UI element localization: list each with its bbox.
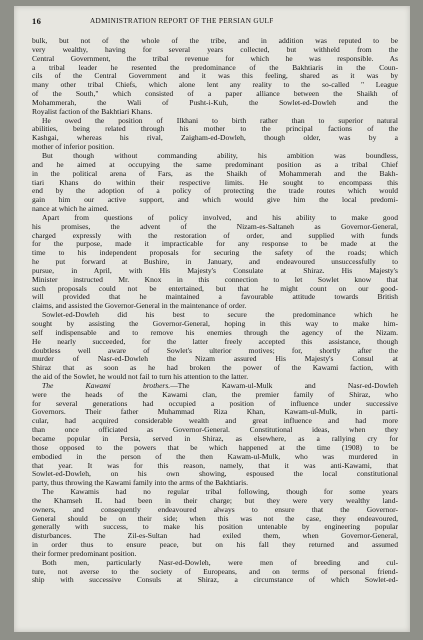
text-line: doubtless well aware of Sowlet's ulterior motives; for, shortly after the <box>32 346 398 355</box>
text-line: abilities, being related through his mother to the principal factions of the <box>32 125 398 134</box>
text-line: nance at which he aimed. <box>32 205 109 214</box>
text-line: end by the adoption of a policy of protecting the trade routes which would <box>32 187 398 196</box>
text-line: the Khamseh IL had been in their charge; but they were very wealthy land- <box>32 496 398 505</box>
text-line: a tribal leader he resented the predominance of the Bakhtiaris in the Coun- <box>32 63 398 72</box>
text-line: their former predominant position. <box>32 549 137 558</box>
text-line: mother of inferior position. <box>32 143 115 152</box>
text-line: embodied in the person of the then Kawam-ul-Mulk, who was murdered in <box>32 452 398 461</box>
text-line: gain him our active support, and which would give him the local predomi- <box>32 196 398 205</box>
text-line: sought by assisting the Governor-General, hoping in this way to make him- <box>32 320 398 328</box>
text-line: time to his independent proposals for securing the safety of the roads; which <box>32 249 398 258</box>
text-line: He nearly succeeded, for the latter freely accepted this assistance, though <box>32 337 398 346</box>
text-line: many other tribal Chiefs, which alone lent any reality to the so-called " League <box>32 81 398 90</box>
text-line: The Kawami brothers.—The Kawam-ul-Mulk and Nasr-ed-Dowleh <box>42 381 398 390</box>
text-line: pursue, in April, with His Majesty's Consulate at Shiraz. His Majesty's <box>32 266 398 275</box>
text-line: bulk, but not of the whole of the tribe, and in addition was reputed to be <box>32 37 398 45</box>
text-line: claims, and assisted the Governor-General in the maintenance of order. <box>32 302 247 311</box>
text-line: Royalist faction of the Bakhtiari Khans. <box>32 107 153 116</box>
text-line: The Kawamis had no regular tribal following, though for some years <box>42 488 398 497</box>
text-line: he put forward at Bushire, in January, and endeavoured unsuccessfully to <box>32 258 398 267</box>
text-line: Kashgai, whereas his rival, Zaigham-ed-Dowleh, though older, was by a <box>32 134 398 143</box>
text-line: those opposed to the powers that be which happened at the time (1908) to be <box>32 443 398 452</box>
text-line: in the political arena of Fars, as the Shaikh of Mohammerah and the Bakh- <box>32 169 398 178</box>
text-line: than once officiated as Governor-General. Constitutional ideas, when they <box>32 426 398 435</box>
text-line: tiari Khans do within their respective limits. He sought to encompass this <box>32 178 398 187</box>
text-line: self indispensable and to remove his enemies through the agency of the Nizam. <box>32 328 398 337</box>
text-line: Sowlet-ed-Dowleh did his best to secure the predominance which he <box>42 311 398 320</box>
text-line: Mohammerah, the Wali of Pusht-i-Kuh, the Sowlet-ed-Dowleh and the <box>32 98 398 107</box>
text-line: murder of Nasr-ed-Dowleh the Nizam assured His Majesty's Consul at <box>32 355 398 364</box>
text-line: Governors. Their father Muhammad Riza Khan, Kawam-ul-Mulk, in parti- <box>32 408 398 417</box>
text-line: Apart from questions of policy involved, and his ability to make good <box>42 213 398 222</box>
text-line: for several generations had occupied a position of influence under successive <box>32 399 398 408</box>
text-line: in order thus to ensure peace, but on his fall they returned and assumed <box>32 541 398 550</box>
text-line: and he aimed at occupying the same predominant position as a tribal Chief <box>32 160 398 169</box>
text-line: the aid of the Sowlet, he would not fail to turn his attention to the latter. <box>32 373 249 382</box>
text-line: his promises, the advent of the Nizam-es-Saltaneh as Governor-General, <box>32 222 398 231</box>
text-line: will provided that he maintained a favourable attitude towards British <box>32 293 398 302</box>
section-subheading: The Kawami brothers. <box>42 381 171 390</box>
text-line: very wealthy, having for several years collected, but withheld from the <box>32 45 398 54</box>
text-line: Shiraz that as soon as he had broken the power of the Kawami faction, with <box>32 364 398 373</box>
text-line: generally with success, to make his position untenable by engineering popular <box>32 523 398 532</box>
text-line: cular, had acquired considerable wealth and great influence and had more <box>32 417 398 426</box>
page-number: 16 <box>32 16 42 26</box>
text-line: disturbances. The Zil-es-Sultan had exiled them, when Governor-General, <box>32 532 398 541</box>
text-line: party, thus throwing the Kawami family into the arms of the Bakhtiaris. <box>32 479 249 488</box>
running-title: ADMINISTRATION REPORT OF THE PERSIAN GULF <box>90 17 274 25</box>
text-line: He owed the position of Ilkhani to birth rather than to superior natural <box>42 116 398 125</box>
document-page <box>14 6 410 632</box>
text-line: became popular in Persia, served in Shiraz, as elsewhere, as a rallying cry for <box>32 434 398 443</box>
text-line: charged expressly with the restoration of order, and supplied with funds <box>32 231 398 240</box>
text-line: owners, and consequently endeavoured always to ensure that the Governor- <box>32 505 398 514</box>
text-line: Minister instructed Mr. Knox in this connection to let Sowlet know that <box>32 275 398 284</box>
text-line: Sowlet-ed-Dowleh, on his own showing, espoused the local constitutional <box>32 470 398 479</box>
text-line: ture, not averse to the society of Europeans, and on terms of personal friend- <box>32 567 398 576</box>
text-line: cils of the Central Government and it was this feeling, shared as it was by <box>32 72 398 81</box>
text-line: General should be on their side; when this was not the case, they endeavoured, <box>32 514 398 523</box>
text-line: that year. It was for this reason, namely, that it was anti-Kawami, that <box>32 461 398 470</box>
text-line: But though without commanding ability, his ambition was boundless, <box>42 151 398 160</box>
text-line: for the purpose, made it impracticable for any response to be made at the <box>32 240 398 249</box>
text-line: Central Government, the tribal revenue for which he was responsible. As <box>32 54 398 63</box>
text-line: Both men, particularly Nasr-ed-Dowleh, were men of breeding and cul- <box>42 558 398 567</box>
page-header <box>32 16 394 28</box>
body-text <box>32 37 398 585</box>
text-line: such proposals could not be entertained, but that he might count on our good- <box>32 284 398 293</box>
text-line: ship with successive Consuls at Shiraz, a circumstance of which Sowlet-ed- <box>32 576 398 585</box>
text-line: were the heads of the Kawami clan, the premier family of Shiraz, who <box>32 390 398 399</box>
text-line: of the South," which consisted of a paper alliance between the Shaikh of <box>32 90 398 99</box>
